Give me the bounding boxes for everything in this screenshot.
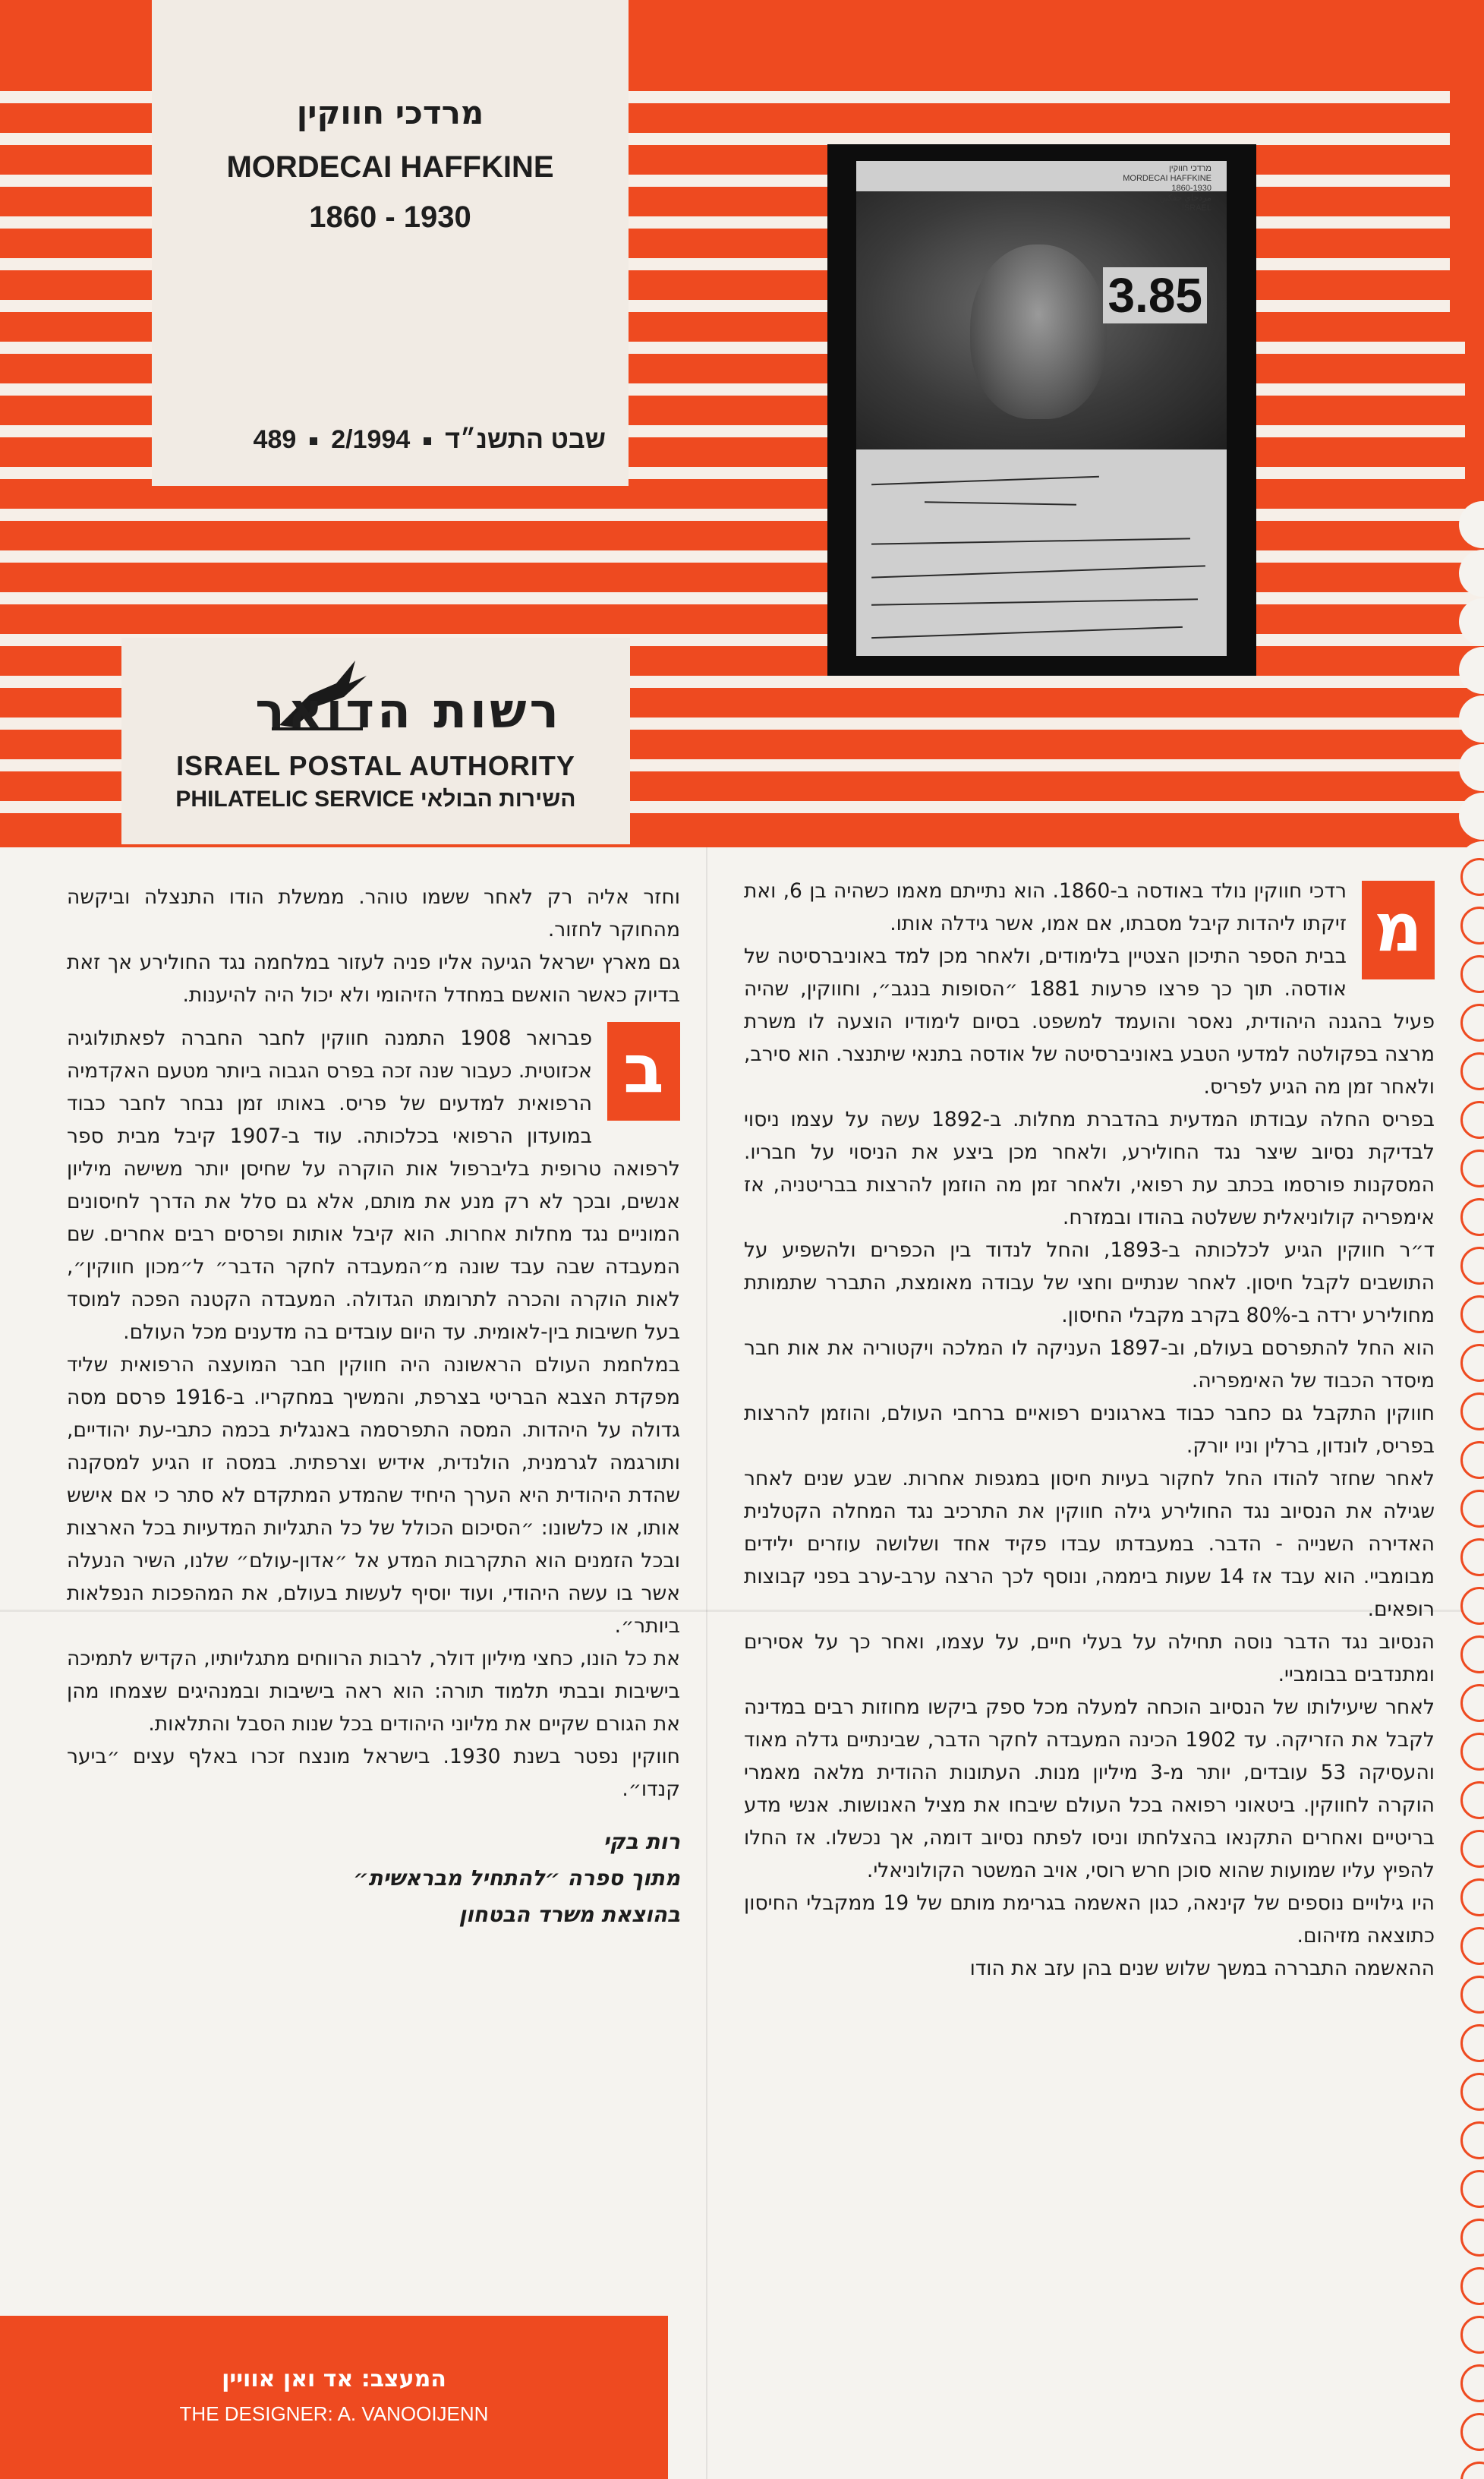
drop-cap: מ [1362,881,1435,979]
scallop-outline [1460,1392,1484,1430]
designer-footer [0,2316,668,2479]
publisher: בהוצאת משרד הבטחון [458,1902,680,1927]
paragraph: גם מארץ ישראל הגיעה אליו פניה לעזור במלחמה נגד החולירע אך זאת בדיוק כאשר הואשם במחדל הזיהומי ולא יכול היה להיענות. [67,951,680,1007]
scallop-outline [1460,1635,1484,1673]
scallop-outline [1460,1004,1484,1042]
issue-line [175,425,606,455]
stripe [0,550,1484,563]
paragraph: היו גילויים נוספים של קינאה, כגון האשמה בגרימת מותם של 19 ממקבלי החיסון כתוצאה מזיהום. [744,1891,1435,1948]
stamp-header-text: מרדכי חווקין MORDECAI HAFFKINE 1860-1930 مردخاي حفكين ISRAEL [1123,164,1211,213]
designer-english: THE DESIGNER: A. VANOOIJENN [179,2402,489,2425]
scallop-outline [1460,2024,1484,2062]
scallop-outline [1460,1927,1484,1965]
handwriting-line [871,476,1099,485]
scallop-outline [1460,1490,1484,1528]
philatelic-service [121,787,630,812]
paragraph: הנסיוב נגד הדבר נוסה תחילה על בעלי חיים, על עצמו, ואחר כך על אסירים ומתנדבים בבומביי. [744,1630,1435,1686]
handwriting-line [871,565,1205,578]
scallop-outline [1460,1538,1484,1576]
scallop-outline [1460,907,1484,945]
scallop-outline [1460,1101,1484,1139]
designer-hebrew: המעצב: אד ואן אוויין [222,2366,446,2392]
handwriting-line [871,538,1190,544]
paragraph: ההאשמה התבררה במשך שלוש שנים בהן עזב את הודו [969,1957,1435,1980]
scallop-outline [1460,1878,1484,1916]
issue-date: 2/1994 [331,425,411,454]
paragraph: ד״ר חווקין הגיע לכלכותה ב-1893, והחל לנדוד בין הכפרים ולהשפיע על התושבים לקבל חיסון. לאחר שנתיים וחצי של עבודה מאומצת, התברר שתמותת מחולירע ירדה ב-80% בקרב מקבלי החיסון. [744,1238,1435,1327]
paragraph: לאחר שחזר להודו החל לחקור בעיות חיסון במגפות אחרות. שבע שנים לאחר שגילה את הנסיוב נגד החולירע גילה חווקין את התרכיב נגד המחלה הקטלנית האדירה השנייה - הדבר. במעבדתו עבדו פקיד אחד ושלושה עוזרים ילידים מבומביי. הוא עבד אז 14 שעות ביממה, ונוסף לכך הרצה ערב-ערב בפני קבוצות רופאים. [744,1467,1435,1621]
author-name: רות בקי [603,1829,680,1854]
scallop [1459,841,1484,847]
stamp-face [856,161,1227,656]
scallop-outline [1460,2073,1484,2111]
scallop-outline [1460,2413,1484,2451]
scallop-outline [1460,955,1484,993]
stamp-value: 3.85 [1103,267,1207,323]
paragraph: במלחמת העולם הראשונה היה חווקין חבר המועצה הרפואית שליד מפקדת הצבא הבריטי בצרפת, והמשיך במחקריו. ב-1916 פרסם מסה גדולה על היהדות. המסה התפרסמה באנגלית בכמה כתבי-עת יהודיים, ותורגמה לגרמנית, הולנדית, אידיש וצרפתית. במסה זו הגיע למסקנה שהדת היהודית היא הערך היחיד שהמדע המתקדם לא סתר כי אם אישש אותו, או כלשונו: ״הסיכום הכולל של כל התגליות המדעיות בכל הארצות ובכל הזמנים הוא התקרבות המדע אל ״אדון-עולם״ שלנו, השיר הנעלה אשר בו עשה היהודי, ועוד יוסיף לעשות בעולם, את המהפכות הנפלאות ביותר״. [67,1353,680,1638]
paragraph: הוא החל להתפרסם בעולם, וב-1897 העניקה לו המלכה ויקטוריה את אות חבר מיסדר הכבוד של האימפריה. [744,1336,1435,1392]
scallop-outline [1460,1150,1484,1187]
paragraph: וחזר אליה רק לאחר ששמו טוהר. ממשלת הודו התנצלה וביקשה מהחוקר לחזור. [67,885,680,941]
paragraph: חווקין התקבל גם כחבר כבוד בארגונים רפואיים ברחבי העולם, והוזמן להרצות בפריס, לונדון, ברלין וניו יורק. [744,1402,1435,1458]
issue-date-hebrew: שבט התשנ״ד [445,425,606,454]
article-left-column [67,881,680,2217]
scallop [1459,744,1484,791]
handwriting-line [871,598,1198,606]
scallop-outline [1460,2219,1484,2257]
service-hebrew: השירות הבולאי [420,787,576,812]
bullet-icon [310,437,317,445]
scallop-outline [1460,2316,1484,2354]
scallop-outline [1460,2170,1484,2208]
issue-number: 489 [253,425,297,454]
paragraph: בבית הספר התיכון הצטיין בלימודים, ולאחר מכן למד באוניברסיטה של אודסה. תוך כך פרצו פרעות 1881 ״הסופות בנגב״, וחווקין, שהיה פעיל בהגנה היהודית, נאסר והועמד למשפט. בסיום לימודיו הוצעה לו משרת מרצה בפקולטה למדעי הטבע באוניברסיטה של אודסה בתנאי שיתנצר. הוא סירב, ולאחר זמן מה הגיע לפריס. [744,945,1435,1099]
article-right-column [744,875,1435,2446]
paragraph: פברואר 1908 התמנה חווקין לחבר החברה לפאתולוגיה אכזוטית. כעבור שנה זכה בפרס הגבוה ביותר מטעם האקדמיה הרפואית למדעים של פריס. באותו זמן נבחר לחבר כבוד במועדון הרפואי בכלכותה. עוד ב-1907 קיבל מבית ספר לרפואה טרופית בליברפול אות הוקרה על שחיסן יותר משישה מיליון אנשים, ובכך לא רק מנע את מותם, אלא גם סלל את הדרך לחיסונים המוניים נגד מחלות אחרות. הוא קיבל אותות ופרסים רבים אחרים. שם המעבדה שבה עבד שונה מ״המעבדה לחקר הדבר״ ל״מכון חווקין״, לאות הוקרה והכרה לתרומתו הגדולה. המעבדה הקטנה הפכה למוסד בעל חשיבות בין-לאומית. עד היום עובדים בה מדענים מכל העולם. [67,1027,680,1344]
scallop-outline [1460,2267,1484,2305]
bullet-icon [424,437,431,445]
scallop-outline [1460,2364,1484,2402]
source-book: מתוך ספרה ״להתחיל מבראשית״ [353,1866,680,1891]
scallop-outline [1460,1733,1484,1771]
logo-hebrew-name: רשות הדואר [255,683,562,740]
title-hebrew: מרדכי חווקין [296,94,484,131]
postal-authority-logo [121,638,630,844]
scallop-outline [1460,1684,1484,1722]
scallop-outline [1460,1247,1484,1285]
scallop-outline [1460,1587,1484,1625]
signature-block [67,1824,680,1933]
scallop-outline [1460,858,1484,896]
paragraph: רדכי חווקין נולד באודסה ב-1860. הוא נתייתם מאמו כשהיה בן 6, ואת זיקתו ליהדות קיבל מסבתו, אם אמו, אשר גידלה אותו. [744,879,1347,935]
scallop [1459,695,1484,743]
scallop-outline [1460,1052,1484,1090]
drop-cap: ב [607,1022,680,1121]
scallop-outline [1460,1198,1484,1236]
scallop-outline [1460,1976,1484,2014]
service-english: PHILATELIC SERVICE [175,787,414,812]
paragraph: לאחר שיעילותו של הנסיוב הוכחה למעלה מכל ספק ביקשו מחוזות רבים במדינה לקבל את הזריקה. עד 1902 הכינה המעבדה לחקר הדבר, שבינתיים גדלה מאוד והעסיקה 53 עובדים, יותר מ-3 מיליון מנות. העתונות ההודית מלאה מאמרי הוקרה לחווקין. ביטאוני רפואה בכל העולם שיבחו את מציל האנושות. אנשי מדע בריטיים ואחרים התקנאו בהצלחתו וניסו לפתח נסיוב דומה, אך נכשלו. אז החלו להפיץ עליו שמועות שהוא סוכן חרש רוסי, אויב המשטר הקולוניאלי. [744,1695,1435,1882]
handwriting-line [871,626,1183,639]
scallop-outline [1460,1295,1484,1333]
paragraph: חווקין נפטר בשנת 1930. בישראל מונצח זכרו באלף עצים ״ביער קנדו״. [67,1745,680,1801]
header-panel [0,0,1484,847]
scallop [1459,793,1484,840]
stamp-image [827,144,1256,676]
scallop-outline [1460,2462,1484,2479]
title-years: 1860 - 1930 [309,200,471,234]
logo-english-name: ISRAEL POSTAL AUTHORITY [176,750,575,781]
scallop-outline [1460,2121,1484,2159]
paragraph: בפריס החלה עבודתו המדעית בהדברת מחלות. ב-1892 עשה על עצמו ניסוי לבדיקת נסיוב שיצר נגד החולירע, ולאחר מכן ביצע את הניסוי על חבריו. המסקנות פורסמו בכתב עת רפואי, ולאחר זמן מה הוזמן להרצות בבריטניה, אז אימפריה קולוניאלית ששלטה בהודו ובמזרח. [744,1108,1435,1229]
scallop-outline [1460,1344,1484,1382]
paragraph: את כל הונו, כחצי מיליון דולר, לרבות הרווחים מתגליותיו, הקדיש לתמיכה בישיבות ובבתי תלמוד תורה: הוא ראה בישיבות ובמנהיגים שצמחו מהן את הגורם שקיים את מליוני היהודים בכל שנות הסבל והתלאות. [67,1647,680,1736]
scallop-outline [1460,1441,1484,1479]
scallop-outline [1460,1830,1484,1868]
page-fold-vertical [706,847,707,2479]
title-english: MORDECAI HAFFKINE [226,150,554,184]
handwriting-line [925,501,1076,505]
stripe [0,592,1484,604]
title-box [152,0,629,486]
scallop-outline [1460,1781,1484,1819]
portrait-head [970,244,1107,419]
